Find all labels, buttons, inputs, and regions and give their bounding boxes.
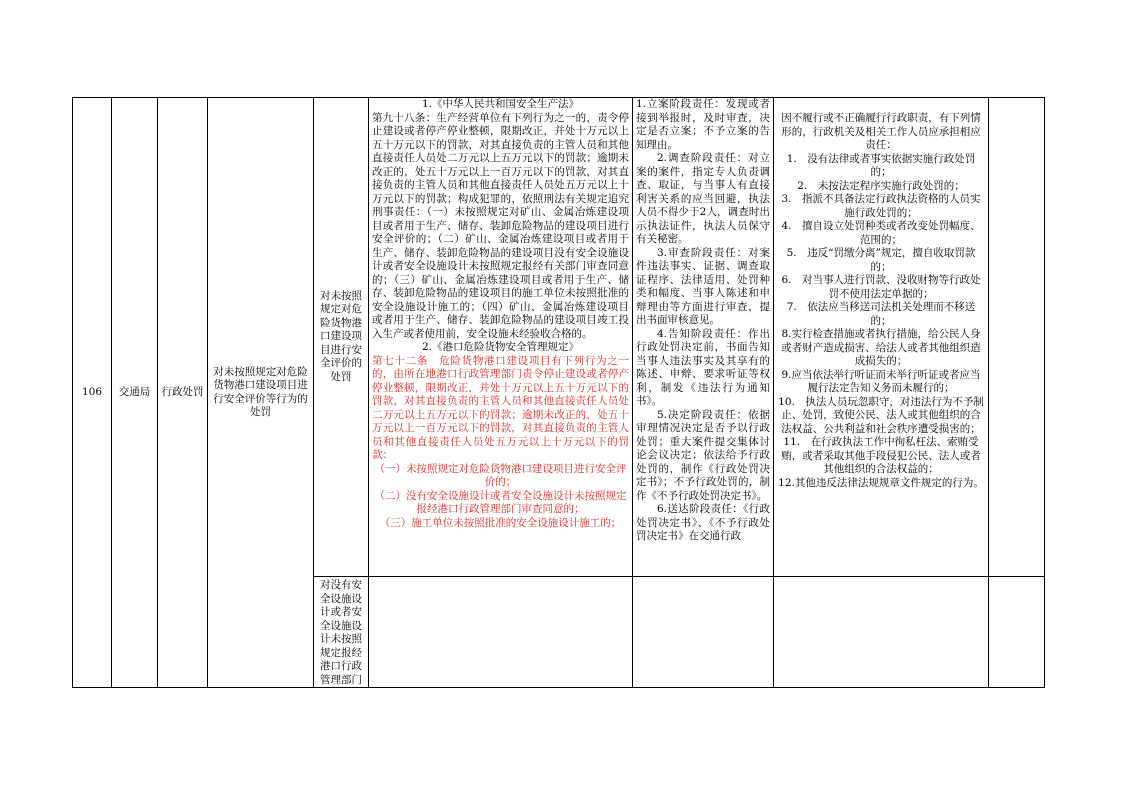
power-list-table: [72, 97, 1045, 688]
department-cell: 交通局: [112, 98, 158, 688]
accountability-item: 4. 擅自设立处罚种类或者改变处罚幅度、范围的；: [781, 220, 981, 246]
remarks-cell-empty: [989, 577, 1045, 688]
accountability-item: 7. 依法应当移送司法机关处理而不移送的；: [786, 301, 976, 327]
accountability-item: 5. 违反“罚缴分离”规定，擅自收取罚款的；: [786, 247, 976, 273]
law1-title: 1.《中华人民共和国安全生产法》: [421, 98, 580, 110]
responsibility-cell: [633, 98, 774, 577]
law2-text: 第七十二条 危险货物港口建设项目有下列行为之一的，由所在地港口行政管理部门责令停止建设或者停产停业整顿，限期改正，并处十万元以上五十万元以下的罚款，对其直接负责的主管人员和其他直接责任人员处二万元以上五万元以下的罚款；逾期未改正的，处五十万元以上一百万元以下的罚款，对其直接负责的主管人员和其他直接责任人员处五万元以上十万元以下的罚款：: [372, 354, 629, 461]
accountability-cell: [774, 98, 989, 577]
accountability-item: 1. 没有法律或者事实依据实施行政处罚的；: [786, 152, 976, 178]
sub-item-cell: 对未按照规定对危险货物港口建设项目进行安全评价的处罚: [314, 98, 369, 577]
responsibility-item: 6.送达阶段责任：《行政处罚决定书》、《不予行政处罚决定书》在交通行政: [636, 503, 770, 542]
accountability-item: 6. 对当事人进行罚款、没收财物等行政处罚不使用法定单据的；: [781, 274, 981, 300]
responsibility-item: 3.审查阶段责任：对案件违法事实、证据、调查取证程序、法律适用、处罚种类和幅度、当事人陈述和申辩理由等方面进行审查，提出书面审核意见。: [636, 246, 770, 326]
accountability-item: 12.其他违反法律法规规章文件规定的行为。: [778, 476, 984, 489]
responsibility-item: 1.立案阶段责任：发现或者接到举报时，及时审查，决定是否立案；不予立案的告知理由。: [636, 98, 770, 151]
accountability-item: 9.应当依法举行听证而未举行听证或者应当履行法定告知义务而未履行的；: [781, 368, 981, 394]
accountability-intro: 因不履行或不正确履行行政职责，有下列情形的，行政机关及相关工作人员应承担相应责任：: [781, 112, 981, 151]
responsibility-item: 4.告知阶段责任：作出行政处罚决定前，书面告知当事人违法事实及其享有的陈述、申辩、要求听证等权利，制发《违法行为通知书》。: [636, 327, 770, 407]
power-type-cell: 行政处罚: [158, 98, 208, 688]
accountability-item: 2. 未按法定程序实施行政处罚的；: [797, 179, 965, 192]
power-list-table-page: [72, 97, 1044, 686]
law1-text: 第九十八条：生产经营单位有下列行为之一的，责令停止建设或者停产停业整顿，限期改正，并处十万元以上五十万元以下的罚款，对其直接负责的主管人员和其他直接责任人员处二万元以上五万元以下的罚款；逾期未改正的，处五十万元以上一百万元以下的罚款，对其直接负责的主管人员和其他直接责任人员处五万元以上十万元以下的罚款；构成犯罪的，依照刑法有关规定追究刑事责任：（一）未按照规定对矿山、金属冶炼建设项目或者用于生产、储存、装卸危险物品的建设项目进行安全评价的；（二）矿山、金属冶炼建设项目或者用于生产、储存、装卸危险物品的建设项目没有安全设施设计或者安全设施设计未按照规定报经有关部门审查同意的；（三）矿山、金属冶炼建设项目或者用于生产、储存、装卸危险物品的建设项目的施工单位未按照批准的安全设施设计施工的；（四）矿山、金属冶炼建设项目或者用于生产、储存、装卸危险物品的建设项目竣工投入生产或者使用前，安全设施未经验收合格的。: [372, 111, 629, 340]
law2-item: （三）施工单位未按照批准的安全设施设计施工的；: [379, 516, 622, 529]
legal-basis-cell: [369, 98, 633, 577]
power-item-cell: 对未按照规定对危险货物港口建设项目进行安全评价等行为的处罚: [208, 98, 314, 688]
law2-title: 2.《港口危险货物安全管理规定》: [421, 341, 580, 353]
responsibility-item: 2.调查阶段责任：对立案的案件，指定专人负责调查、取证，与当事人有直接利害关系的应当回避，执法人员不得少于2人，调查时出示执法证件，执法人员保守有关秘密。: [636, 152, 770, 245]
responsibility-item: 5.决定阶段责任：依据审理情况决定是否予以行政处罚；重大案件提交集体讨论会议决定；依法给予行政处罚的，制作《行政处罚决定书》；不予行政处罚的，制作《不予行政处罚决定书》。: [636, 408, 770, 502]
responsibility-cell-empty: [633, 577, 774, 688]
legal-basis-cell-empty: [369, 577, 633, 688]
table-row: [73, 98, 1045, 577]
row-number: 106: [73, 98, 112, 688]
law2-item: （二）没有安全设施设计或者安全设施设计未按照规定报经港口行政管理部门审查同意的；: [374, 489, 627, 515]
accountability-item: 8.实行检查措施或者执行措施，给公民人身或者财产造成损害、给法人或者其他组织造成损失的；: [781, 328, 981, 367]
remarks-cell: [989, 98, 1045, 577]
law2-item: （一）未按照规定对危险货物港口建设项目进行安全评价的；: [374, 462, 627, 488]
accountability-item: 10. 执法人员玩忽职守，对违法行为不予制止、处罚，致使公民、法人或其他组织的合法权益、公共利益和社会秩序遭受损害的；: [778, 395, 984, 435]
accountability-cell-empty: [774, 577, 989, 688]
sub-item-cell: 对没有安全设施设计或者安全设施设计未按照规定报经港口行政管理部门: [314, 577, 369, 688]
accountability-item: 11. 在行政执法工作中徇私枉法、索贿受贿，或者采取其他手段侵犯公民、法人或者其他组织的合法权益的；: [781, 436, 981, 475]
accountability-item: 3. 指派不具备法定行政执法资格的人员实施行政处罚的；: [781, 193, 981, 219]
